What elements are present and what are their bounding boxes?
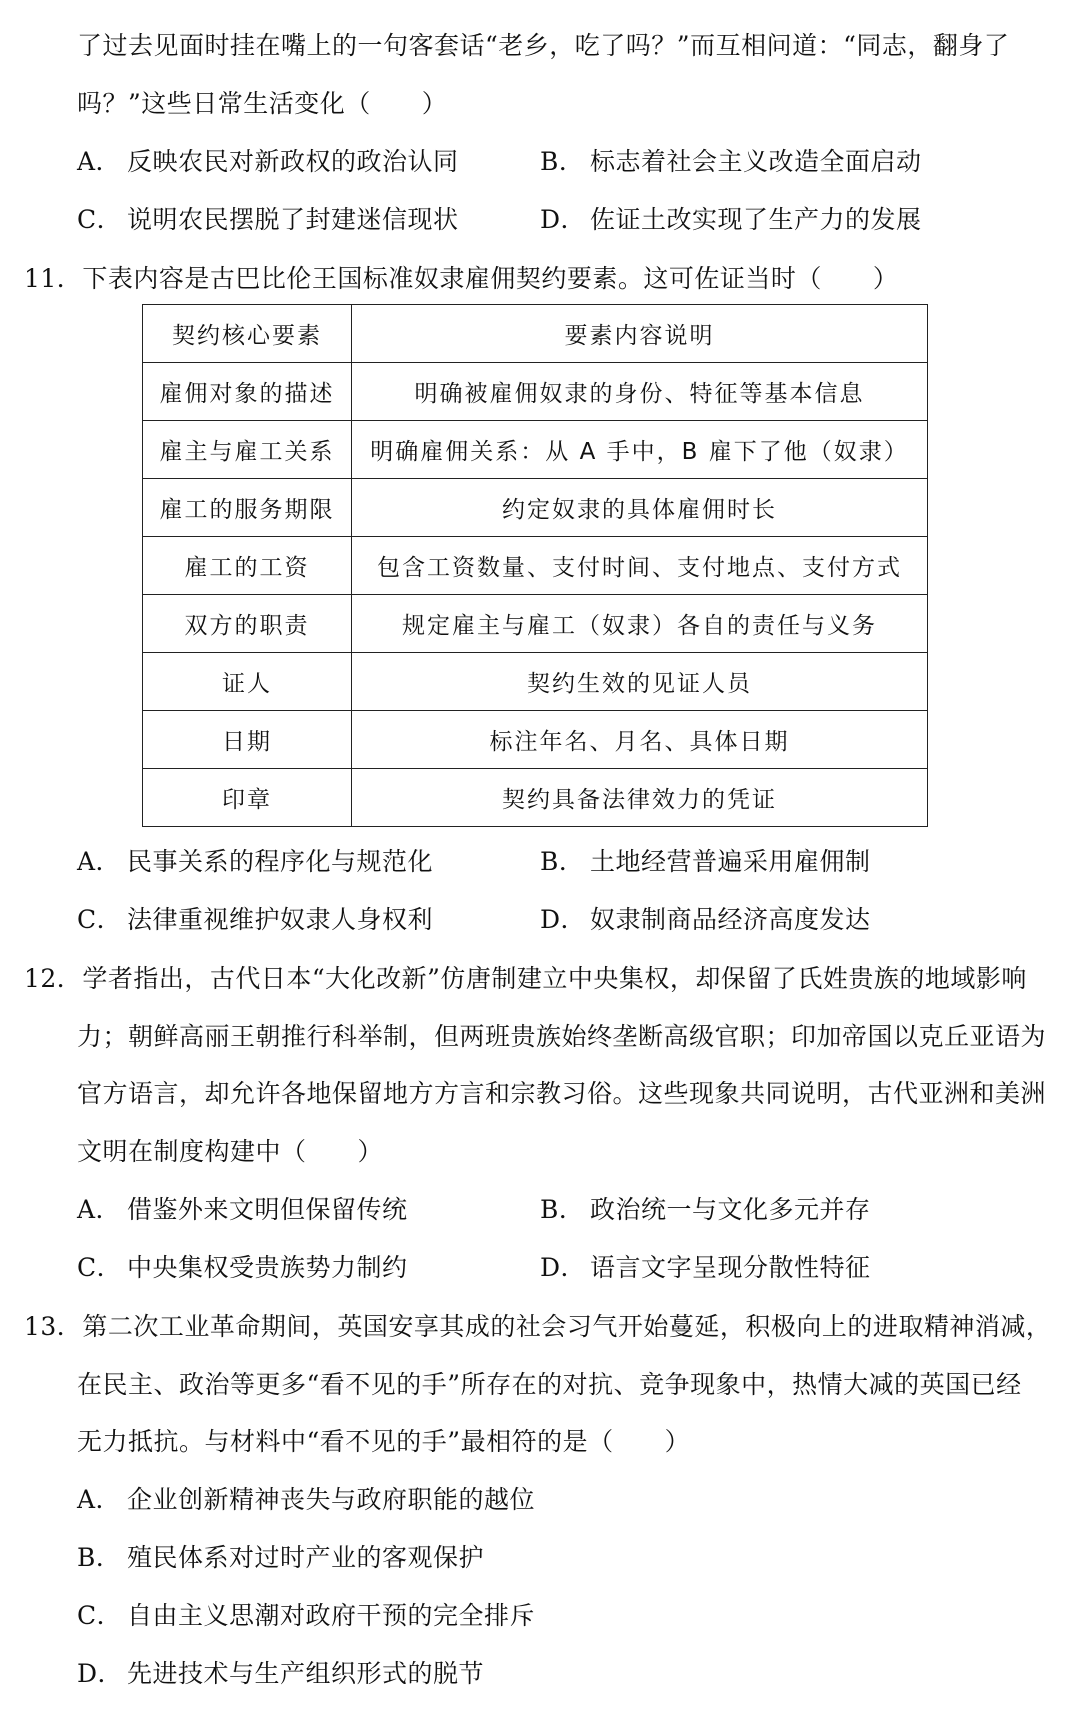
q13-option-b [77, 1541, 484, 1575]
option-letter: C． [77, 205, 123, 234]
q10-option-b [540, 145, 922, 179]
option-text: 先进技术与生产组织形式的脱节 [127, 1659, 485, 1688]
option-text: 民事关系的程序化与规范化 [127, 847, 434, 876]
table-cell-element: 雇佣对象的描述 [143, 363, 352, 421]
option-text: 说明农民摆脱了封建迷信现状 [127, 205, 459, 234]
table-cell-element: 雇工的工资 [143, 537, 352, 595]
option-text: 佐证土改实现了生产力的发展 [590, 205, 922, 234]
q13-option-d [77, 1657, 484, 1691]
q12-stem-line-3: 官方语言，却允许各地保留地方方言和宗教习俗。这些现象共同说明，古代亚洲和美洲 [77, 1079, 1047, 1108]
option-text: 企业创新精神丧失与政府职能的越位 [127, 1485, 536, 1514]
option-letter: C． [77, 1601, 123, 1630]
option-letter: D． [540, 1253, 587, 1282]
q12-option-d [540, 1251, 871, 1285]
option-letter: C． [77, 1253, 123, 1282]
option-text: 奴隶制商品经济高度发达 [590, 905, 871, 934]
option-text: 借鉴外来文明但保留传统 [127, 1195, 408, 1224]
table-cell-description: 明确被雇佣奴隶的身份、特征等基本信息 [352, 363, 928, 421]
q11-stem [24, 262, 898, 296]
option-letter: A． [77, 1195, 122, 1224]
option-letter: C． [77, 905, 123, 934]
option-letter: B． [540, 1195, 585, 1224]
option-text: 标志着社会主义改造全面启动 [590, 147, 922, 176]
table-row [143, 653, 928, 711]
option-letter: B． [540, 147, 585, 176]
q11-option-d [540, 903, 871, 937]
q10-stem-line-2: 吗？”这些日常生活变化（ ） [77, 89, 448, 118]
table-row [143, 769, 928, 827]
option-text: 中央集权受贵族势力制约 [127, 1253, 408, 1282]
table-cell-description: 标注年名、月名、具体日期 [352, 711, 928, 769]
question-number: 11． [24, 264, 83, 293]
option-text: 自由主义思潮对政府干预的完全排斥 [127, 1601, 536, 1630]
q11-option-b [540, 845, 871, 879]
table-cell-description: 契约生效的见证人员 [352, 653, 928, 711]
contract-elements-table [142, 304, 928, 827]
table-cell-element: 雇主与雇工关系 [143, 421, 352, 479]
question-number: 12． [24, 964, 83, 993]
table-row [143, 595, 928, 653]
table-row [143, 479, 928, 537]
table-cell-element: 印章 [143, 769, 352, 827]
table-row [143, 711, 928, 769]
option-letter: A． [77, 1485, 122, 1514]
table-row [143, 363, 928, 421]
q10-stem-line-1: 了过去见面时挂在嘴上的一句客套话“老乡，吃了吗？”而互相问道：“同志，翻身了 [77, 31, 1010, 60]
q13-option-a [77, 1483, 535, 1517]
option-letter: A． [77, 847, 122, 876]
option-text: 法律重视维护奴隶人身权利 [127, 905, 434, 934]
question-text: 学者指出，古代日本“大化改新”仿唐制建立中央集权，却保留了氏姓贵族的地域影响 [82, 964, 1027, 993]
q12-stem-line-4: 文明在制度构建中（ ） [77, 1137, 384, 1166]
table-cell-element: 证人 [143, 653, 352, 711]
table-cell-element: 日期 [143, 711, 352, 769]
q10-option-d [540, 203, 922, 237]
q12-stem-line-2: 力；朝鲜高丽王朝推行科举制，但两班贵族始终垄断高级官职；印加帝国以克丘亚语为 [77, 1022, 1047, 1051]
table-cell-element: 双方的职责 [143, 595, 352, 653]
q10-option-c [77, 203, 459, 237]
option-letter: B． [77, 1543, 122, 1572]
table-header-cell: 要素内容说明 [352, 305, 928, 363]
option-text: 语言文字呈现分散性特征 [590, 1253, 871, 1282]
option-text: 政治统一与文化多元并存 [590, 1195, 871, 1224]
table-cell-description: 包含工资数量、支付时间、支付地点、支付方式 [352, 537, 928, 595]
option-letter: A． [77, 147, 122, 176]
table-cell-description: 规定雇主与雇工（奴隶）各自的责任与义务 [352, 595, 928, 653]
q12-option-b [540, 1193, 871, 1227]
option-text: 殖民体系对过时产业的客观保护 [127, 1543, 485, 1572]
option-letter: D． [77, 1659, 124, 1688]
table-cell-element: 雇工的服务期限 [143, 479, 352, 537]
q13-stem-line-3: 无力抵抗。与材料中“看不见的手”最相符的是（ ） [77, 1427, 691, 1456]
table-cell-description: 约定奴隶的具体雇佣时长 [352, 479, 928, 537]
option-letter: B． [540, 847, 585, 876]
question-text: 下表内容是古巴比伦王国标准奴隶雇佣契约要素。这可佐证当时（ ） [82, 264, 899, 293]
question-number: 13． [24, 1312, 83, 1341]
question-text: 第二次工业革命期间，英国安享其成的社会习气开始蔓延，积极向上的进取精神消减， [82, 1312, 1052, 1341]
q12-option-c [77, 1251, 408, 1285]
option-text: 土地经营普遍采用雇佣制 [590, 847, 871, 876]
q12-stem-line-1 [24, 962, 1027, 996]
table-cell-description: 契约具备法律效力的凭证 [352, 769, 928, 827]
option-letter: D． [540, 905, 587, 934]
q11-option-a [77, 845, 433, 879]
table-row [143, 421, 928, 479]
q11-option-c [77, 903, 433, 937]
table-header-cell: 契约核心要素 [143, 305, 352, 363]
option-text: 反映农民对新政权的政治认同 [127, 147, 459, 176]
q13-stem-line-1 [24, 1310, 1051, 1344]
table-header-row [143, 305, 928, 363]
q13-option-c [77, 1599, 535, 1633]
option-letter: D． [540, 205, 587, 234]
q10-option-a [77, 145, 459, 179]
table-row [143, 537, 928, 595]
table-cell-description: 明确雇佣关系：从 A 手中，B 雇下了他（奴隶） [352, 421, 928, 479]
q12-option-a [77, 1193, 408, 1227]
q13-stem-line-2: 在民主、政治等更多“看不见的手”所存在的对抗、竞争现象中，热情大减的英国已经 [77, 1370, 1022, 1399]
